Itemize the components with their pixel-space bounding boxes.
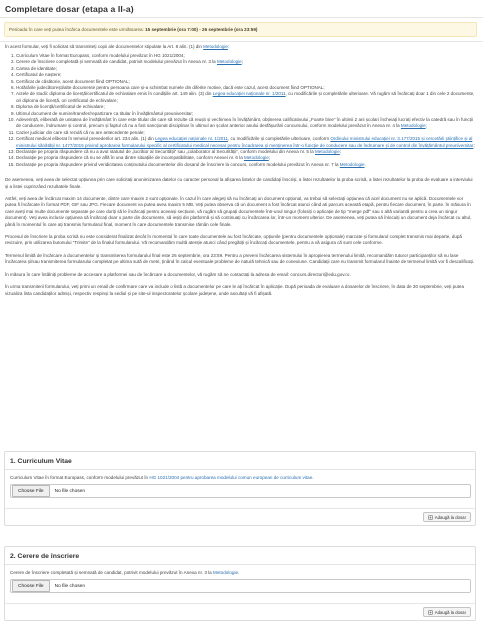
list-item-tail: ; xyxy=(339,149,342,154)
file-status: No file chosen xyxy=(54,488,86,494)
list-item xyxy=(16,136,475,149)
add-document-icon xyxy=(428,610,433,615)
list-item-text: Certificatul de naștere; xyxy=(16,72,62,78)
methodology-link[interactable]: Metodologie xyxy=(339,161,365,167)
list-item-text: Certificat de căsătorie, acest document fiind OPTIONAL; xyxy=(16,78,130,84)
deadline-paragraph: Termenul limită de încărcare a documentelor și transmiterea formularului final este 26 septembrie, ora 23:59. Pentru a preveni încărcarea sistemului în apropierea termenului limită, recomandăm tuturor participanților să nu lase încărcarea și/sau transmiterea formularului completat pe ultima sută de metri, ținând în calcul eventuale probleme de natură tehnică sau de conexiune. Candidații care nu transmit formularul înainte de termenul limită vor fi descalificați. xyxy=(5,252,475,265)
section-desc-text: Cerere de înscriere completată și semnată de candidat, potrivit modelului prevăzut în Anexa nr. 3 la xyxy=(10,570,213,575)
list-item-tail: ; xyxy=(425,123,427,129)
section-title: 2. Cerere de înscriere xyxy=(5,547,475,565)
add-document-icon xyxy=(428,515,433,520)
list-item xyxy=(16,91,475,104)
section-desc-text: Curriculum Vitae în format Europass, conform modelului prevăzut în xyxy=(10,475,150,480)
order-link[interactable]: Ordinului ministrului educației nr. 3.177/2015 și cercetării științifice și al ministrului sănătății nr. 1477/2015 privind aprobarea formularului specific al certificatului medical necesar pentru încadrarea și menținerea într-o funcție de conducere sau de îndrumare și de control din învățământul preuniversitar xyxy=(16,136,474,148)
list-item xyxy=(16,162,475,168)
methodology-link[interactable]: Metodologie xyxy=(400,123,426,129)
section-cerere-inscriere xyxy=(4,546,476,621)
section-desc-tail: . xyxy=(312,475,314,480)
law-link[interactable]: Legea educației naționale nr. 1/2011 xyxy=(212,91,286,97)
list-item-text: Ultimul document de numire/transfer/repartizare ca titular în învățământul preuniversitar; xyxy=(16,110,194,116)
methodology-link[interactable]: Metodologie xyxy=(203,44,228,49)
list-item-text: Cazier judiciar din care să rezulă că nu are antecedente penale; xyxy=(16,129,145,135)
list-item-tail: ; xyxy=(268,155,271,161)
list-item-text: Actele de studii: diploma de licență/certificatul de echivalare emis în condițiile art. 149 alin. (3) din xyxy=(16,91,213,97)
list-item-tail: . xyxy=(364,161,366,167)
list-item-text: Cartea de identitate; xyxy=(16,65,57,71)
period-alert xyxy=(4,22,477,37)
instructions xyxy=(5,44,475,297)
list-item-text: Declarație pe propria răspundere că nu se află în una dintre situațiile de incompatibilitate, conform Anexei nr. 6 la xyxy=(16,155,244,161)
methodology-link[interactable]: Metodologie xyxy=(213,570,239,575)
methodology-link[interactable]: Metodologie xyxy=(315,149,340,154)
methodology-link[interactable]: Metodologie xyxy=(216,59,242,65)
section-title: 1. Curriculum Vitae xyxy=(5,452,475,470)
add-to-dossier-button[interactable] xyxy=(423,512,471,522)
title-divider xyxy=(0,17,483,18)
period-value: 15 septembrie (ora 7:00) - 26 septembrie (ora 23:59) xyxy=(145,27,258,32)
list-item-text: Certificat medical eliberat în temeiul prevederilor art. 234 alin. (1) din xyxy=(16,136,155,142)
list-item-text: Declarație pe propria răspundere că nu a avut statutul de „lucrător al Securității” sau „colaborator al Securității”, conform modelului din Anexa nr. 5 la xyxy=(16,149,315,154)
law-link[interactable]: Legea educației naționale nr. 1/2011 xyxy=(155,136,228,142)
choose-file-button[interactable]: Choose File xyxy=(12,485,50,497)
section-footer xyxy=(5,603,475,620)
list-item-text: Diploma de licență/certificatul de echivalare; xyxy=(16,104,105,110)
section-desc-tail: . xyxy=(238,570,240,575)
intro-text: În acest formular, veți fi solicitat să transmiteți copii ale documentelor stipulate la Art. 8 alin. (1) din xyxy=(5,44,204,49)
upload-rules-paragraph: Astfel, veți avea de încărcat maxim 14 documente, dintre care maxim 2 sunt opționale. În cazul în care alegeți să nu încărcați un document opțional, va trebui să selectați opțiunea că acel document nu se aplică. Documentele vor putea fi încărcate în format PDF, GIF sau JPG. Fiecare document va putea avea maxim 5 MB. Veți putea observa că un document a fost încărcat atunci când ati parcurs această etapă, pentru fiecare document, în parte. În măsura în care aveți mai multe documente separate pe care doriți să le încărcați pentru aceeași secțiune, vă rugăm să grupați documentele într-unul singur (folosiți o aplicație de tip "merge pdf" sau o altă variantă pentru a crea un singur document). Veți avea inclusiv opțiunea să încărcați doar o parte din documente, să ieșiți din platformă și să continuați cu încărcarea lor, într-un moment ulterior. De asemenea, veți putea să înlocuiți un document deja încărcat cu altul, până în momentul în care ați transmis formularul final, moment în care documentele transmise rămân cele finale. xyxy=(5,196,472,227)
section-footer xyxy=(5,508,475,525)
add-to-dossier-button[interactable] xyxy=(423,607,471,617)
documents-list xyxy=(5,53,475,168)
list-item-text: Declarație pe propria răspundere privind veridicitatea conținutului documentelor din dosarul de înscriere la concurs, conform modelului prevăzut în Anexa nr. 7 la xyxy=(16,161,340,167)
choose-file-button[interactable]: Choose File xyxy=(12,580,50,592)
add-button-label: Adaugă la dosar xyxy=(434,609,466,615)
methodology-link[interactable]: Metodologie xyxy=(243,155,269,161)
process-paragraph: Procesul de înscriere la proba scrisă nu este considerat finalizat decât în momentul în care toate documentele au fost încărcate, opțiunile (pentru documentele opționale) marcate și formularul complet transmis mai departe, după revizuire, prin utilizarea butonului "Trimite" de la finalul formularului. Vă recomandăm multă atenție atunci când pregătiți și încărcați documentele, pentru a vă asigura că sunt cele conforme. xyxy=(5,234,462,246)
list-item-text: Cerere de înscriere completată și semnată de candidat, potrivit modelului prevăzut în Anexa nr. 3 la xyxy=(16,59,217,65)
list-item-text: Hotărârile judecătorești/alte documente pentru persoana care și-a schimbat numele din diferite motive, dacă este cazul, acest document fiind OPTIONAL; xyxy=(16,84,325,90)
list-item-text: Adeverință, eliberată de unitatea de învățământ în care este titular din care să rezulte că reușit și vechimea în învățământ, obținerea calificativului „Foarte bine” în ultimii 2 ani școlari încheiați lucrați efectiv la catedră sau în funcții de conducere, îndrumare și control, precum și faptul că nu a fost sancționat disciplinar în ultimul an școlar anterior anului desfășurării concursului, conform modelului prevăzut în Anexa nr. 4 la xyxy=(16,116,473,129)
section-description xyxy=(5,565,475,575)
alert-divider xyxy=(0,41,483,42)
list-item-text: Curriculum Vitae în format Europass, conform modelului prevăzut în HG 1021/2004; xyxy=(16,52,185,58)
section-description xyxy=(5,470,475,480)
contact-paragraph: În măsura în care întâlniți probleme de accesare a platformei sau de încărcare a documentelor, vă rugăm să ne contactați la adresa de email: concurs.directori@edu.gov.ro. xyxy=(5,271,351,277)
list-item-tail: , cu modificările și completările ulterioare, conform xyxy=(227,136,331,142)
anonymization-paragraph: De asemenea, veți avea de selectat opțiunea prin care solicitați anonimizarea datelor cu caracter personal la afișarea listelor de candidați înscriși, a listei rezultatelor la proba scrisă, a listei rezultatelor la proba de evaluare a interviului și a listei cuprinzând rezultatele finale. xyxy=(5,177,473,189)
period-label: Perioada în care veți putea încărca documentele este următoarea: xyxy=(9,27,146,32)
section-curriculum-vitae xyxy=(4,451,476,526)
file-status: No file chosen xyxy=(54,583,86,589)
intro-tail: : xyxy=(227,44,230,49)
page-title: Completare dosar (etapa a II-a) xyxy=(5,4,134,14)
hg-link[interactable]: HG 1021/2004 pentru aprobarea modelului comun european de curriculum vitae xyxy=(149,475,313,480)
list-item-tail: , cu modificările și completările ulterioare. Vă rugăm să încărcați doar 1 din cele 2 documente, ori diploma de licență, ori certificatul de echivalare; xyxy=(16,91,475,103)
list-item-tail: ; xyxy=(241,59,243,65)
add-button-label: Adaugă la dosar xyxy=(434,514,466,520)
confirmation-paragraph: În urma transmiterii formularului, veți primi un email de confirmare care va include o listă a documentelor pe care le ați încărcat în aplicație. După perioada de evaluare a dosarelor de înscriere, în data de 30 septembrie, veți putea vizualiza lista candidaților admiși, respectiv respinși la sediul și pe site-ul inspectoratelor școlare județene, unde ascultați vă fi afișată. xyxy=(5,284,464,296)
list-item xyxy=(16,117,475,130)
file-input[interactable] xyxy=(10,484,471,498)
intro-paragraph xyxy=(5,44,475,50)
file-input[interactable] xyxy=(10,579,471,593)
list-item-tail: ; xyxy=(473,142,475,148)
